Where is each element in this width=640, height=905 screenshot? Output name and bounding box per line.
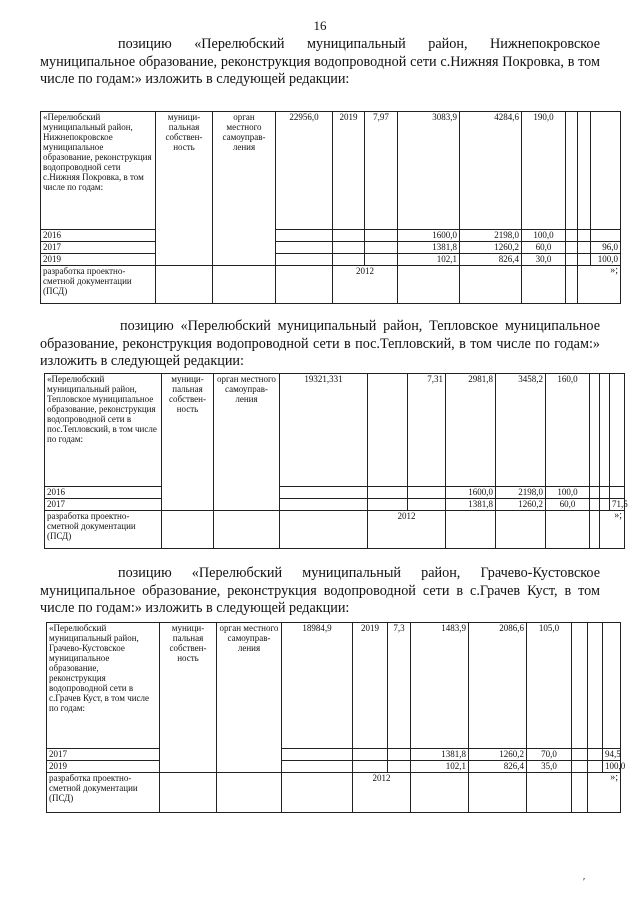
- table-row: [41, 254, 621, 266]
- object-name: «Перелюбский муниципальный район, Грачево-Кустовское муниципальное образование, реконструкция водопроводной сети в с.Грачев Куст, в том числе по годам:: [47, 623, 160, 749]
- customer: орган местного самоуправ-ления: [214, 374, 280, 511]
- row-v2: 1260,2: [460, 242, 522, 254]
- total-cost: 18984,9: [282, 623, 353, 749]
- object-name: «Перелюбский муниципальный район, Нижнепокровское муниципальное образование, реконструкция водопроводной сети с.Нижняя Покровка, в том числе по годам:: [41, 112, 156, 230]
- table-row-psd: [41, 266, 621, 304]
- paragraph-2: позицию «Перелюбский муниципальный район, Тепловское муниципальное образование, реконструкция водопроводной сети в пос.Тепловский, в том числе по годам:» изложить в следующей редакции:: [40, 318, 600, 369]
- row-v3: 35,0: [527, 761, 572, 773]
- capacity: 7,3: [388, 623, 411, 749]
- closing-quote: »;: [600, 511, 625, 549]
- row-v3: 30,0: [522, 254, 566, 266]
- psd-label: разработка проектно-сметной документации (ПСД): [41, 266, 156, 304]
- year: 2019: [333, 112, 365, 230]
- ownership: муници-пальная собствен-ность: [160, 623, 217, 773]
- row-year: 2017: [41, 242, 156, 254]
- value-2: 2086,6: [469, 623, 527, 749]
- value-1: 3083,9: [398, 112, 460, 230]
- row-year: 2019: [41, 254, 156, 266]
- row-year: 2017: [47, 749, 160, 761]
- row-pct: 71,5: [610, 499, 625, 511]
- row-year: 2016: [45, 487, 162, 499]
- value-2: 4284,6: [460, 112, 522, 230]
- table-row: [47, 749, 621, 761]
- table-row: [45, 487, 625, 499]
- row-year: 2016: [41, 230, 156, 242]
- table-row: [47, 761, 621, 773]
- row-v1: 1600,0: [398, 230, 460, 242]
- row-v2: 1260,2: [496, 499, 546, 511]
- row-v3: 100,0: [522, 230, 566, 242]
- row-v2: 2198,0: [496, 487, 546, 499]
- total-cost: 19321,331: [280, 374, 368, 487]
- page-number: 16: [313, 18, 327, 33]
- capacity: 7,97: [365, 112, 398, 230]
- ownership: муници-пальная собствен-ность: [162, 374, 214, 511]
- table-row: [45, 499, 625, 511]
- corner-mark: ʹ: [583, 877, 586, 888]
- row-v3: 60,0: [522, 242, 566, 254]
- closing-quote: »;: [578, 266, 621, 304]
- row-pct: [591, 230, 621, 242]
- customer: орган местного самоуправ-ления: [213, 112, 276, 266]
- year: 2019: [353, 623, 388, 749]
- value-3: 160,0: [546, 374, 590, 487]
- row-v2: 2198,0: [460, 230, 522, 242]
- row-year: 2019: [47, 761, 160, 773]
- row-v3: 100,0: [546, 487, 590, 499]
- row-v1: 1600,0: [446, 487, 496, 499]
- row-v3: 70,0: [527, 749, 572, 761]
- row-pct: 96,0: [591, 242, 621, 254]
- psd-year: 2012: [368, 511, 446, 549]
- paragraph-1: позицию «Перелюбский муниципальный район, Нижнепокровское муниципальное образование, реконструкция водопроводной сети с.Нижняя Покровка, в том числе по годам:» изложить в следующей редакции:: [40, 36, 600, 87]
- table-row-psd: [47, 773, 621, 813]
- row-v1: 102,1: [411, 761, 469, 773]
- row-pct: 100,0: [603, 761, 621, 773]
- row-pct: 100,0: [591, 254, 621, 266]
- psd-label: разработка проектно-сметной документации (ПСД): [45, 511, 162, 549]
- psd-year: 2012: [333, 266, 398, 304]
- row-v1: 1381,8: [398, 242, 460, 254]
- row-v2: 826,4: [469, 761, 527, 773]
- ownership: муници-пальная собствен-ность: [156, 112, 213, 266]
- closing-quote: »;: [588, 773, 621, 813]
- table-grachev-kust: [46, 622, 626, 813]
- row-v1: 102,1: [398, 254, 460, 266]
- row-pct: [610, 487, 625, 499]
- row-v2: 826,4: [460, 254, 522, 266]
- table-teplovsky: [44, 373, 628, 549]
- total-cost: 22956,0: [276, 112, 333, 230]
- psd-year: 2012: [353, 773, 411, 813]
- psd-label: разработка проектно-сметной документации (ПСД): [47, 773, 160, 813]
- value-3: 190,0: [522, 112, 566, 230]
- capacity: 7,31: [408, 374, 446, 487]
- row-pct: 94,5: [603, 749, 621, 761]
- customer: орган местного самоуправ-ления: [217, 623, 282, 773]
- value-2: 3458,2: [496, 374, 546, 487]
- row-year: 2017: [45, 499, 162, 511]
- row-v1: 1381,8: [446, 499, 496, 511]
- value-1: 1483,9: [411, 623, 469, 749]
- year: [368, 374, 408, 487]
- value-3: 105,0: [527, 623, 572, 749]
- object-name: «Перелюбский муниципальный район, Тепловское муниципальное образование, реконструкция водопроводной сети в пос.Тепловский, в том числе по годам:: [45, 374, 162, 487]
- paragraph-3: позицию «Перелюбский муниципальный район, Грачево-Кустовское муниципальное образование, реконструкция водопроводной сети в с.Грачев Куст, в том числе по годам:» изложить в следующей редакции:: [40, 565, 600, 616]
- table-row-psd: [45, 511, 625, 549]
- row-v1: 1381,8: [411, 749, 469, 761]
- table-nizhnyaya-pokrovka: [40, 111, 621, 304]
- row-v3: 60,0: [546, 499, 590, 511]
- row-v2: 1260,2: [469, 749, 527, 761]
- table-row: [41, 230, 621, 242]
- value-1: 2981,8: [446, 374, 496, 487]
- table-row: [41, 242, 621, 254]
